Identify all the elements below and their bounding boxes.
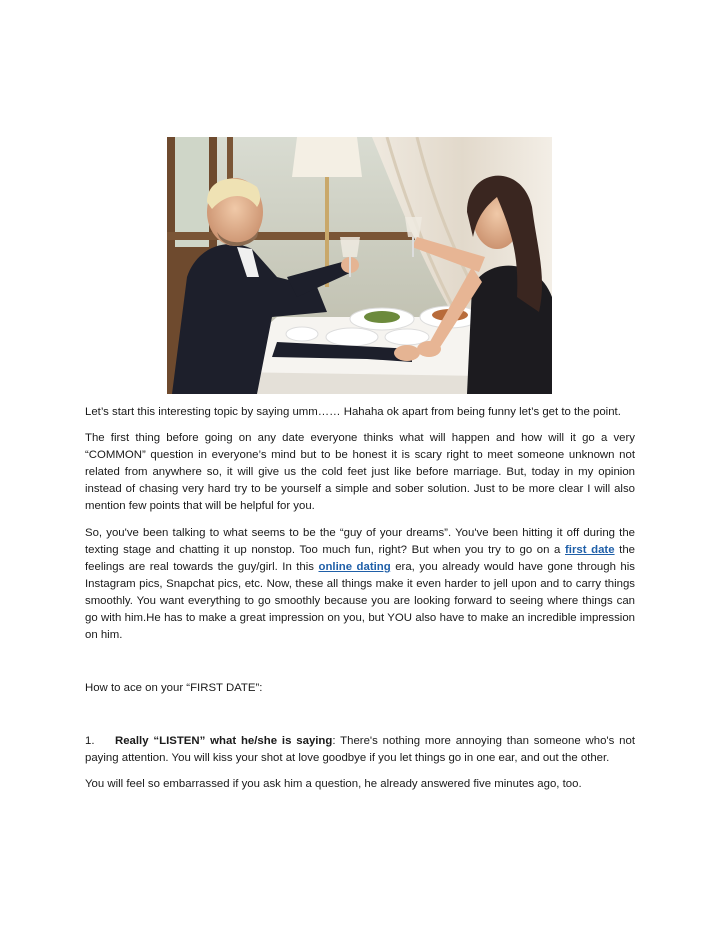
list-item-text: : There's nothing more annoying than someone who's not paying attention. You will kiss your shot at love goodbye if you let things go in one ear, and out the other. [85, 735, 635, 764]
paragraph-text: era, you already would have gone through his Instagram pics, Snapchat pics, etc. Now, these all things make it even harder to jell upon and to carry things smoothly. You want everything to go smoothly because you are looking forward to seeing where things can go with him.He has to make a great impression on you, but YOU also have to make an incredible impression on him. [85, 561, 635, 641]
paragraph-text: So, you've been talking to what seems to be the “guy of your dreams”. You've been hitting it off during the texting stage and chatting it up nonstop. Too much fun, right? But when you try to go on a [85, 527, 635, 556]
first-date-link[interactable]: first date [565, 544, 615, 556]
first-date-thoughts-paragraph: The first thing before going on any date everyone thinks what will happen and how will it go a very “COMMON” question in everyone’s mind but to be honest it is scary right to meet someone unknown not related from anywhere so, it will give us the cold feet just like before marriage. But, today in my opinion instead of chasing very hard try to be yourself a simple and sober solution. Just to be more clear I will also mention few points that will be helpful for you. [85, 432, 635, 512]
list-number: 1. [85, 735, 95, 747]
section-heading: How to ace on your “FIRST DATE”: [85, 682, 263, 694]
couple-dinner-date-photo-icon [167, 137, 552, 394]
list-item-1 [85, 733, 635, 767]
intro-paragraph: Let’s start this interesting topic by saying umm…… Hahaha ok apart from being funny let’s get to the point. [85, 406, 621, 418]
couple-dinner-photo [167, 137, 552, 394]
embarrassed-paragraph: You will feel so embarrassed if you ask him a question, he already answered five minutes ago, too. [85, 778, 582, 790]
online-dating-link[interactable]: online dating [318, 561, 391, 573]
list-item-title: Really “LISTEN” what he/she is saying [115, 735, 333, 747]
guy-of-dreams-paragraph [85, 525, 635, 644]
paragraph-text: the feelings are real towards the guy/girl. In this [85, 544, 636, 573]
